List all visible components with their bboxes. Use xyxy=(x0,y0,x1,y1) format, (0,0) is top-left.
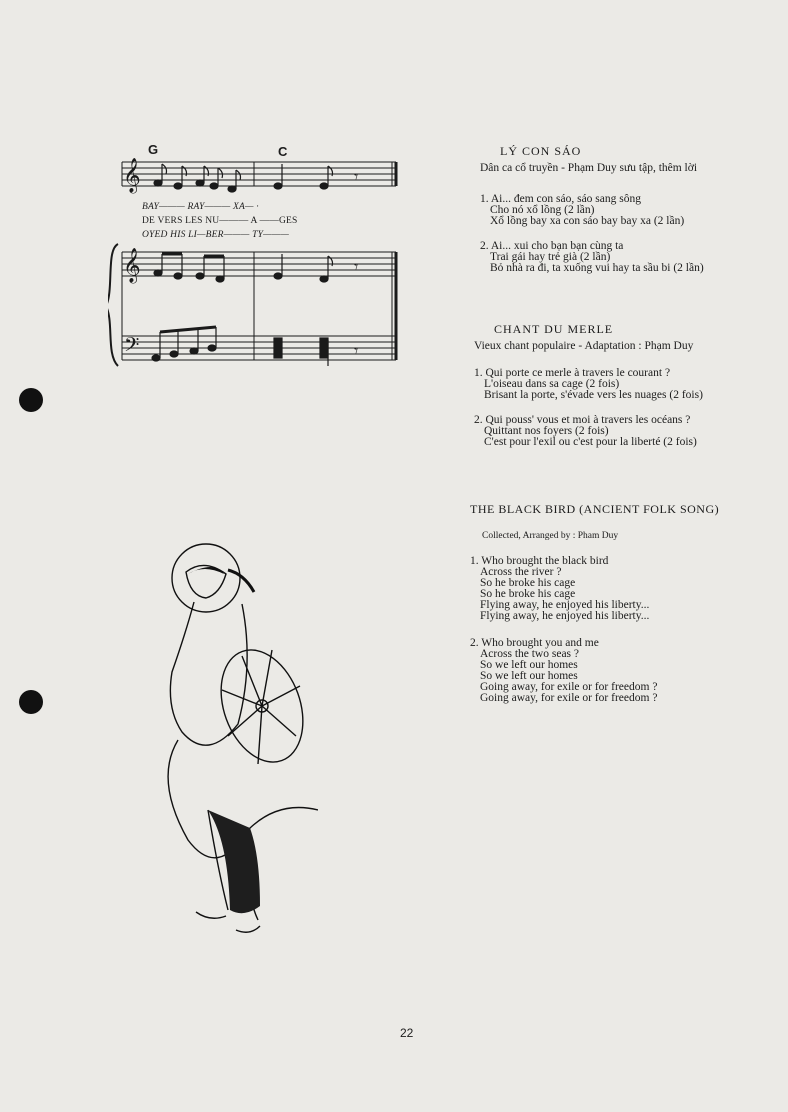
song-the-black-bird xyxy=(470,504,719,704)
verse-line: So we left our homes xyxy=(480,659,578,671)
verse-1 xyxy=(480,194,704,227)
song-title: CHANT DU MERLE xyxy=(494,322,614,336)
verse-2 xyxy=(470,638,719,704)
verse-1 xyxy=(474,368,703,401)
song-subtitle: Vieux chant populaire - Adaptation : Phạm Duy xyxy=(474,340,694,352)
verse-2 xyxy=(474,415,703,448)
verse-line: Xổ lồng bay xa con sáo bay bay xa (2 lần) xyxy=(490,215,685,227)
music-score xyxy=(108,140,404,372)
verse-line: 1. Ai... đem con sáo, sáo sang sông xyxy=(480,193,641,205)
verse-line: So he broke his cage xyxy=(480,577,576,589)
song-chant-du-merle xyxy=(474,324,703,448)
verse-line: Going away, for exile or for freedom ? xyxy=(480,681,658,693)
verse-1 xyxy=(470,556,719,622)
verse-line: C'est pour l'exil ou c'est pour la liberté (2 fois) xyxy=(484,436,697,448)
verse-line: Flying away, he enjoyed his liberty... xyxy=(480,599,650,611)
verse-line: L'oiseau dans sa cage (2 fois) xyxy=(484,378,620,390)
svg-text:𝄞: 𝄞 xyxy=(123,248,141,283)
song-title: THE BLACK BIRD (ANCIENT FOLK SONG) xyxy=(470,502,720,516)
woman-with-conical-hat-illustration xyxy=(148,540,318,950)
binder-hole-bottom xyxy=(19,690,43,714)
verse-line: 2. Qui pouss' vous et moi à travers les océans ? xyxy=(474,414,691,426)
svg-text:𝄾: 𝄾 xyxy=(354,343,359,360)
verse-line: Cho nó xổ lồng (2 lần) xyxy=(490,204,595,216)
svg-text:𝄞: 𝄞 xyxy=(123,158,141,193)
verse-line: Across the two seas ? xyxy=(480,648,580,660)
svg-text:𝄾: 𝄾 xyxy=(354,169,359,186)
verse-line: Trai gái hay trẻ già (2 lần) xyxy=(490,251,611,263)
lyric-line-1: BAY——— RAY——— XA— · xyxy=(142,202,259,212)
verse-line: Flying away, he enjoyed his liberty... xyxy=(480,610,650,622)
chord-label-2: C xyxy=(278,144,288,159)
verse-2 xyxy=(480,241,704,274)
lyric-line-2: DE VERS LES NU——— A ——GES xyxy=(142,216,298,226)
song-ly-con-sao xyxy=(480,146,704,274)
page-number: 22 xyxy=(400,1026,414,1040)
verse-line: Going away, for exile or for freedom ? xyxy=(480,692,658,704)
lyric-line-3: OYED HIS LI—BER——— TY——— xyxy=(142,230,290,240)
song-subtitle: Collected, Arranged by : Pham Duy xyxy=(482,531,619,541)
verse-line: 1. Qui porte ce merle à travers le courant ? xyxy=(474,367,671,379)
verse-line: So we left our homes xyxy=(480,670,578,682)
song-title: LÝ CON SÁO xyxy=(500,144,582,158)
binder-hole-top xyxy=(19,388,43,412)
svg-text:𝄢: 𝄢 xyxy=(124,333,140,361)
verse-line: Bỏ nhà ra đi, ta xuống vui hay ta sầu bi (2 lần) xyxy=(490,262,704,274)
verse-line: 1. Who brought the black bird xyxy=(470,555,609,567)
verse-line: 2. Ai... xui cho bạn bạn cùng ta xyxy=(480,240,624,252)
verse-line: Brisant la porte, s'évade vers les nuages (2 fois) xyxy=(484,389,703,401)
verse-line: Across the river ? xyxy=(480,566,562,578)
chord-label-1: G xyxy=(148,142,159,157)
song-subtitle: Dân ca cổ truyền - Phạm Duy sưu tập, thêm lời xyxy=(480,162,698,174)
verse-line: 2. Who brought you and me xyxy=(470,637,599,649)
verse-line: So he broke his cage xyxy=(480,588,576,600)
verse-line: Quittant nos foyers (2 fois) xyxy=(484,425,609,437)
svg-text:𝄾: 𝄾 xyxy=(354,259,359,276)
staff-notation xyxy=(108,140,404,372)
